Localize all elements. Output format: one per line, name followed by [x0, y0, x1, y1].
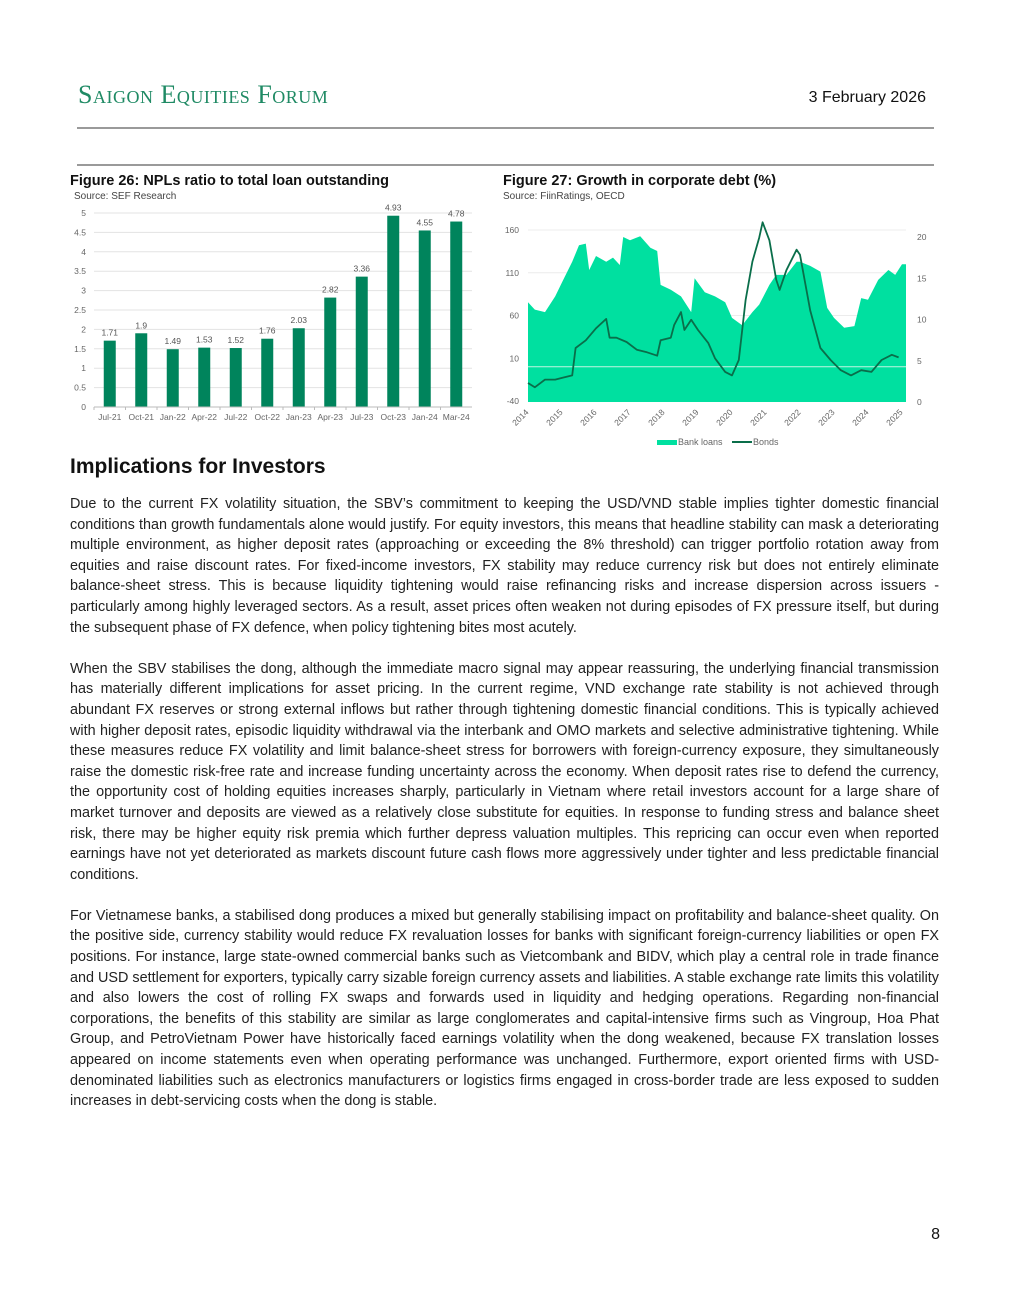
x-tick-label: Jul-21: [98, 412, 122, 422]
y-left-tick-label: 110: [505, 267, 519, 278]
y-tick-label: 3: [81, 285, 86, 296]
x-tick-label: 2019: [680, 407, 701, 428]
x-tick-label: Jan-23: [285, 412, 312, 422]
y-tick-label: 2.5: [74, 305, 86, 315]
x-tick-label: 2017: [612, 407, 633, 428]
x-tick-label: 2020: [714, 407, 735, 428]
bar-data-label: 4.93: [384, 202, 402, 213]
y-right-tick-label: 0: [917, 397, 922, 407]
bar-data-label: 2.82: [321, 284, 339, 295]
y-left-tick-label: 10: [509, 353, 519, 364]
y-tick-label: 2: [81, 324, 86, 335]
x-tick-label: 2024: [850, 407, 871, 428]
figure-26-source: Source: SEF Research: [74, 191, 177, 202]
legend-bank-loans-swatch: [657, 440, 677, 445]
x-tick-label: 2023: [816, 407, 837, 428]
x-tick-label: Oct-23: [380, 412, 407, 422]
x-tick-label: 2014: [510, 407, 531, 428]
figure-26-title: Figure 26: NPLs ratio to total loan outstanding: [70, 173, 390, 189]
figure-27-title: Figure 27: Growth in corporate debt (%): [503, 173, 777, 189]
x-tick-label: 2021: [748, 407, 769, 428]
y-tick-label: 1: [81, 363, 86, 374]
paragraph-2: When the SBV stabilises the dong, although the immediate macro signal may appear reassuring, the underlying financial transmission has materially different implications for asset pricing. In the current regime, VND exchange rate stability is not achieved through abundant FX reserves or strong external inflows but rather through tightening domestic financial conditions. This is typically achieved with higher deposit rates, episodic liquidity withdrawal via the interbank and OMO markets and selective administrative tightening. While these measures reduce FX volatility and limit balance-sheet stress for borrowers with foreign-currency exposure, they simultaneously raise the domestic risk-free rate and increase funding uncertainty across the economy. When deposit rates rise to defend the currency, the opportunity cost of holding equities increases sharply, particularly in Vietnam where retail investors account for a large share of market turnover and deposits are viewed as a relatively close substitute for equities. In response to funding stress and balance sheet risk, there may be higher equity risk premia which further depress valuation multiples. This repricing can occur even when reported earnings have not yet deteriorated as markets discount future cash flows more aggressively under tighter and less predictable financial conditions.: [70, 660, 939, 883]
bar-data-label: 1.53: [195, 334, 213, 345]
y-left-tick-label: 160: [504, 225, 519, 235]
x-tick-label: 2015: [544, 407, 565, 428]
body-text: [70, 494, 939, 1132]
y-tick-label: 0.5: [74, 382, 86, 393]
y-tick-label: 4.5: [74, 227, 86, 238]
paragraph-3: For Vietnamese banks, a stabilised dong produces a mixed but generally stabilising impact on profitability and balance-sheet quality. On the positive side, currency stability would reduce FX revaluation losses for banks with significant foreign-currency liabilities or open FX positions. For instance, large state-owned commercial banks such as Vietcombank and BIDV, which play a central role in trade finance and USD settlement for exporters, typically carry sizable foreign currency assets and liabilities. A stable exchange rate limits this volatility and also lowers the cost of rolling FX swaps and forwards used in liquidity and hedging operations. Regarding non-financial corporations, the benefits of this stability are similar as large conglomerates and capital-intensive firms such as Vingroup, Hoa Phat Group, and PetroVietnam Power have historically faced earnings volatility when the dong weakened, because FX translation losses appeared on income statements even when operating performance was unchanged. Furthermore, export oriented firms with USD-denominated liabilities such as electronics manufacturers or logistics firms engaged in cross-border trade are less exposed to sudden increases in debt-servicing costs when the dong is stable.: [70, 907, 939, 1110]
y-left-tick-label: -40: [506, 396, 519, 406]
bar-data-label: 2.03: [290, 315, 308, 326]
y-tick-label: 5: [81, 208, 86, 218]
bar-data-label: 1.49: [164, 336, 182, 347]
y-tick-label: 3.5: [74, 266, 86, 277]
figure-27-source: Source: FiinRatings, OECD: [503, 191, 625, 202]
brand-logo-text: Saigon Equities Forum: [78, 80, 329, 109]
x-tick-label: Apr-23: [317, 412, 344, 422]
bar-data-label: 4.55: [416, 217, 434, 228]
y-right-tick-label: 5: [917, 355, 922, 366]
x-tick-label: Jul-23: [350, 412, 374, 422]
x-tick-label: Jan-22: [159, 412, 186, 422]
legend-bank-loans-label: Bank loans: [678, 437, 723, 447]
x-tick-label: 2016: [578, 407, 599, 428]
x-tick-label: 2025: [884, 407, 905, 428]
x-tick-label: Apr-22: [191, 412, 218, 422]
x-tick-label: Oct-21: [128, 412, 155, 422]
x-tick-label: 2018: [646, 407, 667, 428]
bank-loans-area: [528, 236, 906, 402]
bar-data-label: 1.52: [227, 335, 245, 346]
bar-data-label: 1.76: [258, 325, 276, 336]
y-right-tick-label: 10: [917, 314, 927, 325]
y-tick-label: 1.5: [74, 343, 86, 354]
legend-bonds-label: Bonds: [753, 437, 779, 447]
y-tick-label: 4: [81, 246, 86, 257]
bar-data-label: 4.78: [447, 208, 465, 219]
bar-data-label: 3.36: [353, 263, 371, 274]
y-right-tick-label: 20: [917, 232, 927, 242]
section-title: Implications for Investors: [70, 455, 326, 478]
y-left-tick-label: 60: [509, 310, 519, 321]
page-number: 8: [931, 1226, 940, 1243]
x-tick-label: Jan-24: [411, 412, 438, 422]
y-tick-label: 0: [81, 402, 86, 412]
x-tick-label: Oct-22: [254, 412, 281, 422]
corporate-debt-growth-chart: [0, 0, 1010, 460]
report-date: 3 February 2026: [808, 89, 926, 106]
paragraph-1: Due to the current FX volatility situation, the SBV’s commitment to keeping the USD/VND stable implies tighter domestic financial conditions than growth fundamentals alone would justify. For equity investors, this means that headline stability can mask a deteriorating multiple environment, as higher deposit rates (approaching or exceeding the 8% threshold) can trigger portfolio rotation away from equities and raise discount rates. For fixed-income investors, FX stability may reduce currency risk but does not entirely eliminate balance-sheet stress. This is because liquidity tightening would raise refinancing risks and increase dispersion across issuers - particularly among highly leveraged sectors. As a result, asset prices often weaken not during episodes of FX pressure itself, but during the subsequent phase of FX defence, when policy tightening bites most acutely.: [70, 496, 939, 636]
x-tick-label: Mar-24: [442, 412, 470, 422]
y-right-tick-label: 15: [917, 273, 927, 284]
x-tick-label: Jul-22: [224, 412, 248, 422]
bar-data-label: 1.9: [135, 320, 148, 331]
bar-data-label: 1.71: [101, 327, 119, 338]
x-tick-label: 2022: [782, 407, 803, 428]
